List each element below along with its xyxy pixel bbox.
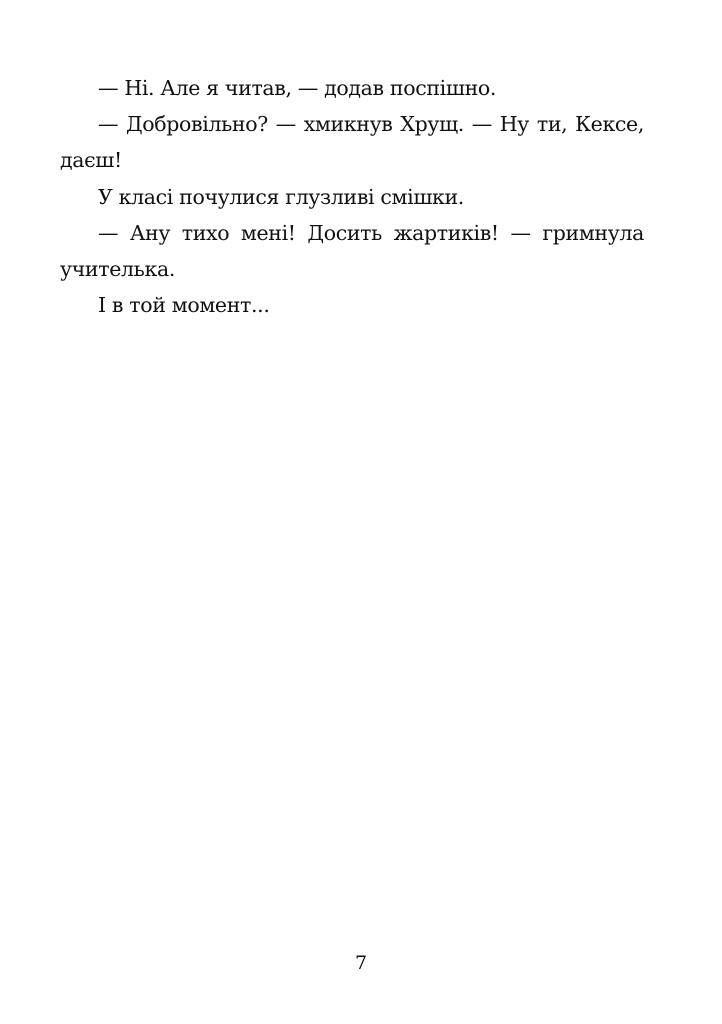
paragraph-3: У класі почулися глузливі смішки. [98, 184, 464, 209]
paragraph-1: — Ні. Але я читав, — додав поспішно. [98, 76, 497, 100]
paragraph-4: — Ану тихо мені! Досить жартиків! — гримнула учителька. [60, 220, 644, 282]
paragraph-5: І в той момент... [98, 293, 270, 318]
body-text [60, 70, 644, 323]
paragraph-2: — Добровільно? — хмикнув Хрущ. — Ну ти, Кексе, даєш! [60, 112, 644, 173]
page-number: 7 [354, 952, 368, 974]
